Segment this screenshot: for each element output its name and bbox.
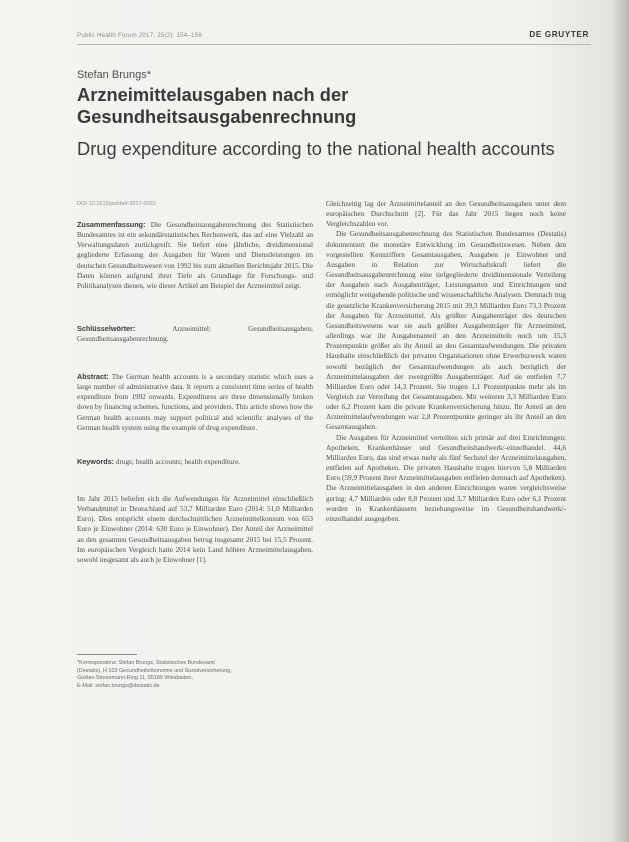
abstract-de-text: Die Gesundheitsausgabenrechnung des Statistischen Bundesamtes ist ein sekundärstatistisches Rechenwerk, das auf eine Vielzahl an Verwaltungsdaten zurückgreift. Sie liefert eine jährliche, dreidimensional gegliederte Erfassung der Ausgaben für Waren und Dienstleistungen im deutschen Gesundheitswesen von 1992 bis zum aktuellen Berichtsjahr 2015. Die Daten können aufgrund ihrer Tiefe als Grundlage für Forschungs- und Politikanalysen dienen, wie dieser Artikel am Beispiel der Arzneimittel zeigt. bbox=[77, 221, 314, 290]
abstract-de-label: Zusammenfassung: bbox=[77, 220, 146, 229]
correspondence-line-2: (Destatis), H 103 Gesundheitsökonomie und Sozialversicherung, bbox=[77, 667, 232, 674]
keywords-en-text: drugs; health accounts; health expenditure. bbox=[115, 458, 241, 466]
abstract-en-text: The German health accounts is a secondary statistic which uses a large number of administrative data. It reports a consistent time series of health expenditure from 1992 onwards. Expenditures are three dimensionally broken down by financing schemes, functions, and providers. This article shows how the German health accounts may support political and scientific analyses of the German health system using the example of drug expenditure. bbox=[77, 373, 313, 432]
title-german: Arzneimittelausgaben nach der Gesundheitsausgabenrechnung bbox=[77, 84, 357, 127]
title-english: Drug expenditure according to the national health accounts bbox=[77, 138, 555, 159]
body-left-paragraph bbox=[77, 494, 313, 565]
body-left-p1: Im Jahr 2015 beliefen sich die Aufwendungen für Arzneimittel einschließlich Verbandmittel in Deutschland auf 53,7 Milliarden Euro (2014: 51,0 Milliarden Euro). Dies entspricht einem durchschnittlichen Arzneimittelkonsum von 653 Euro je Einwohner (2014: 630 Euro je Einwohner). Der Anteil der Arzneimittel an den gesamten Gesundheitsausgaben betrug insgesamt 2015 bei 15,5 Prozent. Im europäischen Vergleich hatte 2014 kein Land höhere Arzneimittelausgaben, sowohl insgesamt als auch je Einwohner [1]. bbox=[77, 495, 313, 564]
correspondence-line-1: *Korrespondenz: Stefan Brungs, Statistisches Bundesamt bbox=[77, 660, 215, 666]
author-name: Stefan Brungs* bbox=[77, 69, 151, 81]
keywords-english bbox=[77, 457, 313, 467]
keywords-en-label: Keywords: bbox=[77, 457, 115, 466]
body-right-p3: Die Ausgaben für Arzneimittel verteilten sich primär auf drei Einrichtungen: Apotheken, Krankenhäuser und Gesundheitshandwerk/-einzelhandel. 44,6 Milliarden Euro, das sind etwas mehr als fünf Sechstel der Arzneimittelausgaben, entfielen auf Apotheken. Die privaten Haushalte trugen hiervon 5,8 Milliarden Euro (59,9 Prozent ihrer Arzneimittelausgaben entfielen demnach auf Apotheken). Die Arzneimittelausgaben in den anderen Einrichtungen waren vergleichsweise gering: 4,7 Milliarden oder 8,8 Prozent und 3,7 Milliarden Euro oder 6,1 Prozent wurden in Krankenhäusern beziehungsweise im Gesundheitshandwerk/-einzelhandel ausgegeben. bbox=[326, 433, 566, 523]
abstract-german bbox=[77, 220, 313, 291]
journal-citation: Public Health Forum 2017; 25(2): 154–156 bbox=[77, 32, 202, 39]
publisher-logo: DE GRUYTER bbox=[529, 30, 589, 39]
page-edge-shadow bbox=[611, 0, 629, 842]
body-right-p2: Die Gesundheitsausgabenrechnung des Statistischen Bundesamtes (Destatis) dokumentiert die monetäre Entwicklung im Gesundheitswesen. Neben den vorgestellten Kennziffern Gesamtausgaben, Ausgaben je Einwohner und Ausgaben in Relation zur Wirtschaftskraft liefert die Gesundheitsausgabenrechnung eine tiefgegliederte dreidimensionale Verteilung der Ausgaben nach Ausgabenträger, Leistungsarten und Einrichtungen und ermöglicht weitgehende politische und wissenschaftliche Analysen. Demnach trug die gesetzliche Krankenversicherung 2015 mit 39,3 Milliarden Euro 73,3 Prozent der Ausgaben für Arzneimittel. Als größter Ausgabenträger des deutschen Gesundheitswesens war sie auch größter Ausgabenträger für Arzneimittel, allerdings war ihr Ausgabenanteil an den Arzneimitteln noch um 15,3 Prozentpunkte größer als ihr Anteil an den Gesamtaufwendungen. Die privaten Haushalte einschließlich der privaten Organisationen ohne Erwerbszweck waren sowohl bezüglich der Gesamtaufwendungen als auch bezüglich der Arzneimittelausgaben der zweitgrößte Ausgabenträger. Auf sie entfielen 7,7 Milliarden Euro oder 14,3 Prozent. Sie trugen 1,1 Prozentpunkte mehr als im Vergleich zur Verteilung der Gesamtausgaben. Mit weiteren 3,3 Milliarden Euro oder 6,2 Prozent kam die private Krankenversicherung hinzu. Ihr Anteil an den Arzneimittelaufwendungen war 2,8 Prozentpunkte geringer als ihr Anteil an den Gesamtausgaben. bbox=[326, 230, 566, 432]
header-rule bbox=[77, 44, 591, 45]
keywords-de-text: Arzneimittel; Gesundheitsausgaben; Gesundheitsausgabenrechnung. bbox=[77, 325, 313, 344]
abstract-en-label: Abstract: bbox=[77, 372, 109, 381]
footnote-rule bbox=[77, 654, 137, 655]
keywords-german bbox=[77, 324, 313, 344]
keywords-de-label: Schlüsselwörter: bbox=[77, 324, 136, 333]
body-right-p1: Gleichzeitig lag der Arzneimittelanteil an den Gesundheitsausgaben unter dem europäischen Durchschnitt [2]. Für das Jahr 2015 liegen noch keine Vergleichszahlen vor. bbox=[326, 200, 566, 229]
correspondence-note bbox=[77, 660, 313, 690]
correspondence-line-3: Gustav-Stresemann-Ring 11, 65189 Wiesbaden, bbox=[77, 675, 193, 682]
body-right-column bbox=[326, 199, 566, 524]
doi: DOI 10.1515/pubhef-2017-0022 bbox=[77, 201, 156, 207]
abstract-english bbox=[77, 372, 313, 433]
correspondence-line-4: E-Mail: stefan.brungs@destatis.de bbox=[77, 682, 160, 689]
